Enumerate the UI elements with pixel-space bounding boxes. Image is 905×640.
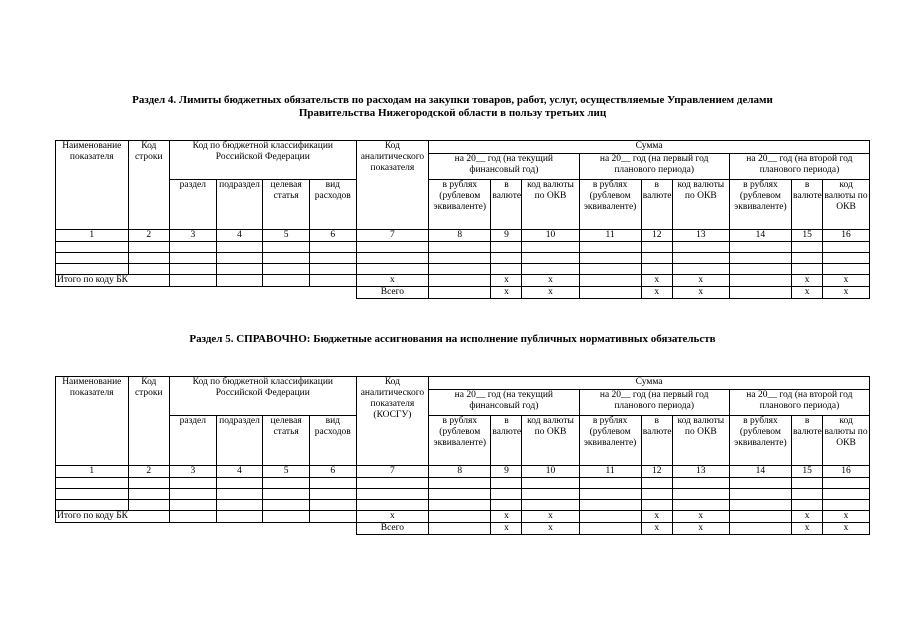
table-cell [216,478,263,489]
table-cell [56,264,129,275]
total-bk-row [56,275,870,287]
table-cell [429,523,491,535]
table-row [56,489,870,500]
table-cell [309,253,356,264]
header-bk-col-4: вид расходов [309,180,356,230]
x-mark: x [792,511,823,523]
table-cell [170,489,217,500]
table-cell [729,287,791,299]
table-cell [216,500,263,511]
table-cell [729,489,791,500]
header-sum: Сумма [429,141,870,154]
table-cell [579,275,641,287]
section-4-title-line2: Правительства Нижегородской области в пользу третьих лиц [298,107,607,119]
column-number: 16 [823,230,870,242]
section-4-title [0,94,905,120]
header-analytic-code: Код аналитического показателя [356,141,429,230]
x-mark: x [823,511,870,523]
x-mark: x [641,287,672,299]
table-cell [128,264,169,275]
table-cell [309,511,356,523]
header-period-3: на 20__ год (на второй год планового периода) [729,154,869,180]
table-cell [263,500,310,511]
column-number: 7 [356,230,429,242]
table-row [56,242,870,253]
table-cell [522,253,579,264]
table-cell [641,264,672,275]
table-cell [309,264,356,275]
column-number: 4 [216,466,263,478]
column-number: 5 [263,230,310,242]
table-cell [641,500,672,511]
section-4-table [55,140,870,299]
column-number: 1 [56,466,129,478]
table-cell [429,511,491,523]
x-mark: x [522,523,579,535]
table-row [56,253,870,264]
table-cell [579,500,641,511]
header-indicator-name: Наименование показателя [56,377,129,466]
header-sum-col: в валюте [491,416,522,466]
table-cell [429,287,491,299]
header-period-2: на 20__ год (на первый год планового периода) [579,390,729,416]
header-line-code: Код строки [128,377,169,466]
x-mark: x [491,523,522,535]
table-cell [216,275,263,287]
column-number: 13 [672,230,729,242]
table-cell [579,287,641,299]
table-cell [170,511,217,523]
table-cell [128,242,169,253]
header-sum-col: код валюты по ОКВ [823,180,870,230]
table-cell [128,478,169,489]
x-mark: x [672,275,729,287]
table-cell [641,242,672,253]
header-sum-col: код валюты по ОКВ [672,180,729,230]
table-cell [309,478,356,489]
header-period-3: на 20__ год (на второй год планового периода) [729,390,869,416]
table-cell [216,489,263,500]
table-cell [491,478,522,489]
total-all-label: Всего [356,287,429,299]
column-number: 11 [579,466,641,478]
table-cell [792,489,823,500]
table-cell [216,511,263,523]
table-cell [429,253,491,264]
x-mark: x [522,275,579,287]
x-mark: x [491,511,522,523]
total-all-row [56,287,870,299]
column-number: 13 [672,466,729,478]
column-number: 6 [309,466,356,478]
table-cell [491,253,522,264]
table-cell [729,500,791,511]
table-cell [356,264,429,275]
table-cell [56,478,129,489]
table-cell [56,253,129,264]
column-number: 9 [491,466,522,478]
table-cell [672,253,729,264]
x-mark: x [672,287,729,299]
x-mark: x [792,287,823,299]
table-cell [429,264,491,275]
header-budget-classification: Код по бюджетной классификации Российской Федерации [170,141,357,180]
table-row [56,264,870,275]
table-cell [672,500,729,511]
header-sum-col: в рублях (рублевом эквиваленте) [729,416,791,466]
header-bk-col-1: раздел [170,416,217,466]
table-cell [309,242,356,253]
header-sum-col: в валюте [792,180,823,230]
table-cell [429,242,491,253]
section-5-title: Раздел 5. СПРАВОЧНО: Бюджетные ассигнования на исполнение публичных нормативных обязательств [189,333,716,345]
table-cell [823,264,870,275]
table-cell [729,264,791,275]
table-cell [56,242,129,253]
column-number: 14 [729,230,791,242]
header-sum-col: в рублях (рублевом эквиваленте) [579,416,641,466]
table-cell [672,242,729,253]
table-cell [522,500,579,511]
table-cell [170,500,217,511]
table-cell [792,253,823,264]
table-cell [823,478,870,489]
table-cell [522,264,579,275]
x-mark: x [641,523,672,535]
table-cell [429,275,491,287]
table-cell [356,489,429,500]
x-mark: x [491,275,522,287]
table-cell [792,500,823,511]
column-number: 8 [429,466,491,478]
table-cell [491,489,522,500]
x-mark: x [792,523,823,535]
table-cell [792,242,823,253]
total-bk-label: Итого по коду БК [56,275,170,287]
x-mark: x [522,511,579,523]
x-mark: x [672,511,729,523]
column-number: 4 [216,230,263,242]
column-number: 2 [128,230,169,242]
column-number: 10 [522,230,579,242]
table-cell [729,242,791,253]
column-number: 5 [263,466,310,478]
section-5-table [55,376,870,535]
table-cell [216,253,263,264]
table-cell [429,489,491,500]
x-mark: x [823,287,870,299]
header-sum-col: код валюты по ОКВ [522,180,579,230]
x-mark: x [641,275,672,287]
x-mark: x [823,275,870,287]
table-cell [672,478,729,489]
table-cell [356,500,429,511]
header-line-code: Код строки [128,141,169,230]
header-bk-col-2: подраздел [216,416,263,466]
header-period-1: на 20__ год (на текущий финансовый год) [429,154,579,180]
table-cell [128,489,169,500]
table-cell [128,253,169,264]
header-sum-col: в рублях (рублевом эквиваленте) [429,416,491,466]
header-bk-col-1: раздел [170,180,217,230]
header-sum-col: в валюте [641,180,672,230]
table-cell [309,489,356,500]
table-cell [170,478,217,489]
column-number: 11 [579,230,641,242]
column-number: 14 [729,466,791,478]
column-number: 15 [792,466,823,478]
x-mark: x [823,523,870,535]
table-cell [579,478,641,489]
header-period-2: на 20__ год (на первый год планового периода) [579,154,729,180]
header-sum-col: в валюте [491,180,522,230]
header-analytic-code: Код аналитического показателя (КОСГУ) [356,377,429,466]
total-all-row [56,523,870,535]
table-cell [170,264,217,275]
column-number: 12 [641,230,672,242]
table-cell [491,500,522,511]
column-number: 2 [128,466,169,478]
column-number: 3 [170,466,217,478]
column-number: 1 [56,230,129,242]
table-cell [263,511,310,523]
header-sum-col: код валюты по ОКВ [522,416,579,466]
table-cell [56,489,129,500]
table-cell [170,253,217,264]
table-cell [263,242,310,253]
table-cell [579,264,641,275]
table-cell [641,489,672,500]
header-sum-col: в валюте [792,416,823,466]
table-cell [579,242,641,253]
table-cell [263,478,310,489]
column-number: 6 [309,230,356,242]
table-cell [128,500,169,511]
column-number: 12 [641,466,672,478]
header-bk-col-3: целевая статья [263,416,310,466]
table-cell [823,242,870,253]
table-cell [263,253,310,264]
column-number: 7 [356,466,429,478]
column-number: 15 [792,230,823,242]
total-all-label: Всего [356,523,429,535]
table-cell [579,511,641,523]
table-row [56,478,870,489]
x-mark: x [672,523,729,535]
table-cell [641,478,672,489]
column-number: 10 [522,466,579,478]
table-cell [823,253,870,264]
table-cell [309,500,356,511]
header-sum-col: в рублях (рублевом эквиваленте) [429,180,491,230]
table-cell [792,264,823,275]
column-number: 3 [170,230,217,242]
table-cell [522,489,579,500]
header-period-1: на 20__ год (на текущий финансовый год) [429,390,579,416]
table-cell [263,275,310,287]
table-cell [729,275,791,287]
table-cell [729,523,791,535]
table-cell [522,242,579,253]
table-cell [641,253,672,264]
table-cell [263,264,310,275]
table-cell [823,500,870,511]
table-cell [216,242,263,253]
table-cell [429,500,491,511]
total-bk-label: Итого по коду БК [56,511,170,523]
table-cell [672,489,729,500]
total-bk-row [56,511,870,523]
table-cell [729,253,791,264]
table-cell [356,242,429,253]
header-indicator-name: Наименование показателя [56,141,129,230]
table-cell [579,489,641,500]
x-mark: x [792,275,823,287]
column-number: 8 [429,230,491,242]
table-cell [729,511,791,523]
table-cell [823,489,870,500]
table-cell [309,275,356,287]
table-cell [579,253,641,264]
table-cell [491,264,522,275]
table-cell [792,478,823,489]
header-sum: Сумма [429,377,870,390]
column-number: 9 [491,230,522,242]
table-cell [356,253,429,264]
table-cell [672,264,729,275]
table-cell [356,478,429,489]
header-sum-col: в валюте [641,416,672,466]
column-number: 16 [823,466,870,478]
table-cell [429,478,491,489]
header-bk-col-3: целевая статья [263,180,310,230]
header-sum-col: в рублях (рублевом эквиваленте) [579,180,641,230]
section-4-title-line1: Раздел 4. Лимиты бюджетных обязательств по расходам на закупки товаров, работ, услуг, осуществляемые Управлением делами [132,94,773,106]
x-mark: x [356,275,429,287]
table-cell [170,275,217,287]
header-budget-classification: Код по бюджетной классификации Российской Федерации [170,377,357,416]
header-bk-col-2: подраздел [216,180,263,230]
x-mark: x [491,287,522,299]
table-cell [56,500,129,511]
table-row [56,500,870,511]
table-cell [579,523,641,535]
x-mark: x [641,511,672,523]
x-mark: x [356,511,429,523]
table-cell [263,489,310,500]
header-bk-col-4: вид расходов [309,416,356,466]
table-cell [729,478,791,489]
table-cell [216,264,263,275]
table-cell [491,242,522,253]
header-sum-col: в рублях (рублевом эквиваленте) [729,180,791,230]
header-sum-col: код валюты по ОКВ [823,416,870,466]
header-sum-col: код валюты по ОКВ [672,416,729,466]
table-cell [522,478,579,489]
x-mark: x [522,287,579,299]
table-cell [170,242,217,253]
